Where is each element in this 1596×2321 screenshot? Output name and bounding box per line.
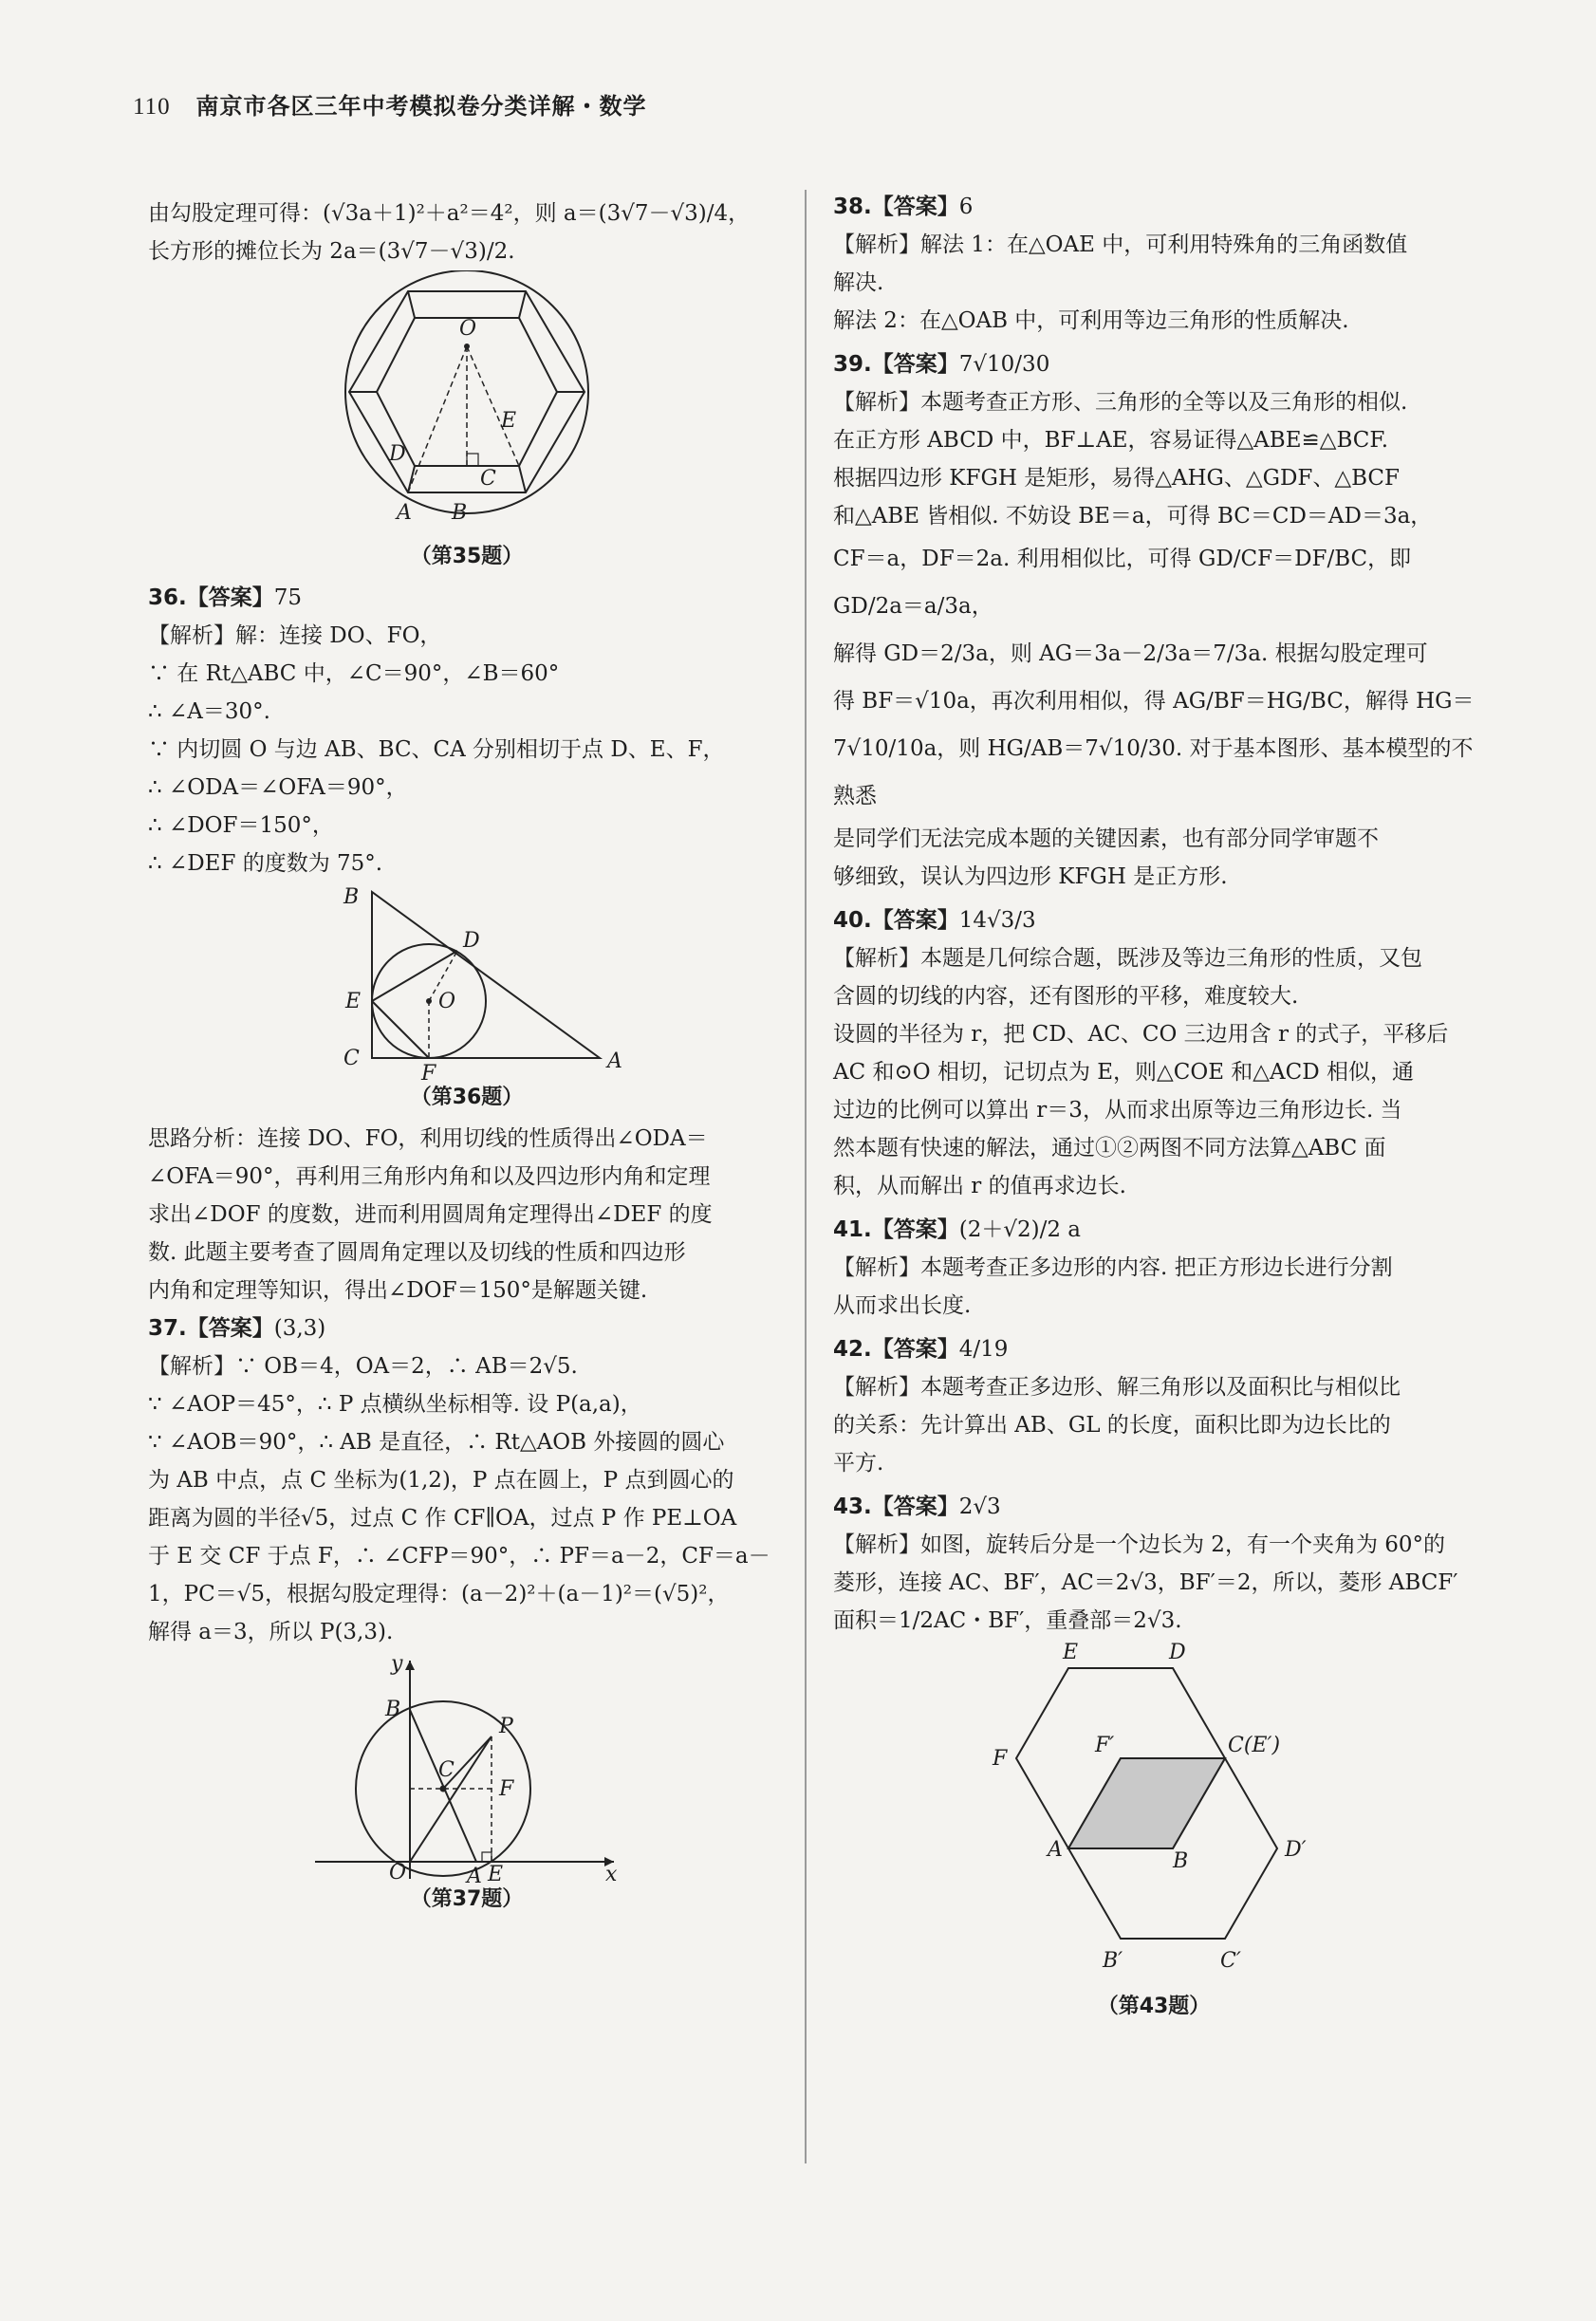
fig35-label-D: D <box>389 442 406 466</box>
fig37-label-B: B <box>385 1698 401 1721</box>
figure-36-caption: （第36题） <box>410 1086 524 1109</box>
fig37-label-A: A <box>467 1865 482 1884</box>
q39-head: 39.【答案】 <box>833 352 959 377</box>
fig37-label-y: y <box>391 1652 403 1676</box>
fig36-label-F: F <box>421 1062 436 1082</box>
analysis36-line: 求出∠DOF 的度数，进而利用圆周角定理得出∠DEF 的度 <box>148 1202 713 1227</box>
q39-line: 够细致，误认为四边形 KFGH 是正方形. <box>833 864 1228 889</box>
q42-line: 平方. <box>833 1451 884 1476</box>
q40-line: 含圆的切线的内容，还有图形的平移，难度较大. <box>833 984 1299 1009</box>
q43-line: 面积＝1/2AC・BF′，重叠部＝2√3. <box>833 1608 1182 1633</box>
q40-line: 过边的比例可以算出 r＝3，从而求出原等边三角形边长. 当 <box>833 1098 1402 1123</box>
q37-line: 距离为圆的半径√5，过点 C 作 CF∥OA，过点 P 作 PE⊥OA <box>148 1506 737 1531</box>
right-column <box>833 188 1475 2023</box>
q43-answer: 2√3 <box>958 1495 1001 1519</box>
fig43-label-E: E <box>1063 1641 1079 1664</box>
fig36-label-B: B <box>343 885 360 909</box>
figure-36 <box>277 882 657 1082</box>
q40-line: AC 和⊙O 相切，记切点为 E，则△COE 和△ACD 相似，通 <box>833 1060 1414 1085</box>
q39-line: 在正方形 ABCD 中，BF⊥AE，容易证得△ABE≌△BCF. <box>833 428 1389 453</box>
q40-line: 【解析】本题是几何综合题，既涉及等边三角形的性质，又包 <box>833 946 1422 971</box>
intro-line-1: 由勾股定理可得：(√3a＋1)²＋a²＝4²，则 a＝(3√7－√3)/4， <box>148 201 751 226</box>
page-number: 110 <box>133 94 171 120</box>
q37-line: 于 E 交 CF 于点 F，∴ ∠CFP＝90°，∴ PF＝a－2，CF＝a－ <box>148 1544 770 1569</box>
q40-line: 设圆的半径为 r，把 CD、AC、CO 三边用含 r 的式子，平移后 <box>833 1022 1449 1047</box>
q37-line: 【解析】∵ OB＝4，OA＝2，∴ AB＝2√5. <box>148 1354 578 1379</box>
q36-line: 【解析】解：连接 DO、FO， <box>148 623 442 648</box>
figure-43-caption: （第43题） <box>1097 1995 1211 2018</box>
q39-answer: 7√10/30 <box>958 352 1050 377</box>
figure-37-caption: （第37题） <box>410 1887 524 1911</box>
fig35-label-A: A <box>397 501 412 525</box>
figure-37 <box>306 1651 628 1884</box>
fig37-label-F: F <box>499 1777 514 1801</box>
analysis36-line: 思路分析：连接 DO、FO，利用切线的性质得出∠ODA＝ <box>148 1126 708 1151</box>
fig37-label-O: O <box>389 1861 407 1884</box>
analysis36-line: 数. 此题主要考查了圆周角定理以及切线的性质和四边形 <box>148 1240 686 1265</box>
q41-answer: (2＋√2)/2 a <box>958 1217 1082 1242</box>
fig35-label-B: B <box>452 501 468 525</box>
figure-35 <box>325 270 609 541</box>
q42-line: 【解析】本题考查正多边形、解三角形以及面积比与相似比 <box>833 1375 1401 1400</box>
fig43-label-Cprime: C′ <box>1220 1949 1241 1973</box>
q42-answer: 4/19 <box>958 1337 1009 1362</box>
fig37-label-P: P <box>499 1715 513 1738</box>
q40-head: 40.【答案】 <box>833 908 959 933</box>
q41-line: 从而求出长度. <box>833 1293 972 1318</box>
q38-head: 38.【答案】 <box>833 195 959 219</box>
q36-line: ∵ 在 Rt△ABC 中，∠C＝90°，∠B＝60° <box>148 661 560 686</box>
fig36-label-A: A <box>607 1049 622 1073</box>
book-title: 南京市各区三年中考模拟卷分类详解・数学 <box>195 93 647 120</box>
q36-answer: 75 <box>273 585 303 610</box>
q41-head: 41.【答案】 <box>833 1217 959 1242</box>
q39-line: CF＝a，DF＝2a. 利用相似比，可得 GD/CF＝DF/BC，即 GD/2a＝a/3a， <box>833 547 1412 619</box>
fig43-label-B: B <box>1173 1849 1189 1873</box>
fig43-label-Fprime: F′ <box>1095 1734 1115 1757</box>
q43-head: 43.【答案】 <box>833 1495 959 1519</box>
q37-line: ∵ ∠AOP＝45°，∴ P 点横纵坐标相等. 设 P(a,a)， <box>148 1392 642 1417</box>
fig43-label-D: D <box>1169 1641 1186 1664</box>
q36-head: 36.【答案】 <box>148 585 274 610</box>
fig35-label-O: O <box>459 317 477 341</box>
q40-answer: 14√3/3 <box>958 908 1036 933</box>
q43-line: 菱形，连接 AC、BF′，AC＝2√3，BF′＝2，所以，菱形 ABCF′ <box>833 1570 1458 1595</box>
fig35-label-E: E <box>501 409 517 433</box>
fig43-label-CEprime: C(E′) <box>1228 1734 1281 1757</box>
q39-line: 和△ABE 皆相似. 不妨设 BE＝a，可得 BC＝CD＝AD＝3a， <box>833 504 1433 529</box>
q36-line: ∴ ∠DEF 的度数为 75°. <box>148 851 383 876</box>
fig43-label-Bprime: B′ <box>1103 1949 1123 1973</box>
figure-43 <box>983 1640 1325 1991</box>
q37-line: 1，PC＝√5，根据勾股定理得：(a－2)²＋(a－1)²＝(√5)²， <box>148 1582 730 1606</box>
fig37-label-C: C <box>438 1758 455 1782</box>
fig36-label-D: D <box>463 929 480 953</box>
q38-line: 解法 2：在△OAB 中，可利用等边三角形的性质解决. <box>833 308 1349 333</box>
q37-line: 为 AB 中点，点 C 坐标为(1,2)，P 点在圆上，P 点到圆心的 <box>148 1468 734 1493</box>
fig36-label-C: C <box>343 1047 360 1070</box>
fig37-label-x: x <box>605 1863 618 1884</box>
q42-line: 的关系：先计算出 AB、GL 的长度，面积比即为边长比的 <box>833 1413 1391 1438</box>
q38-line: 解决. <box>833 270 884 295</box>
q38-answer: 6 <box>958 195 974 219</box>
q39-line: 得 BF＝√10a，再次利用相似，得 AG/BF＝HG/BC，解得 HG＝ <box>833 689 1475 714</box>
q37-head: 37.【答案】 <box>148 1316 274 1341</box>
q39-line: 【解析】本题考查正方形、三角形的全等以及三角形的相似. <box>833 390 1408 415</box>
q41-line: 【解析】本题考查正多边形的内容. 把正方形边长进行分割 <box>833 1255 1393 1280</box>
q36-line: ∴ ∠A＝30°. <box>148 699 270 724</box>
q37-line: 解得 a＝3，所以 P(3,3). <box>148 1620 394 1644</box>
q39-line: 7√10/10a，则 HG/AB＝7√10/30. 对于基本图形、基本模型的不熟悉 <box>833 736 1474 808</box>
q37-answer: (3,3) <box>273 1316 326 1341</box>
analysis36-line: 内角和定理等知识，得出∠DOF＝150°是解题关键. <box>148 1278 648 1303</box>
left-column <box>148 195 786 1916</box>
fig43-label-A: A <box>1048 1838 1063 1862</box>
q39-line: 根据四边形 KFGH 是矩形，易得△AHG、△GDF、△BCF <box>833 466 1400 491</box>
q36-line: ∴ ∠DOF＝150°， <box>148 813 334 838</box>
q38-line: 【解析】解法 1：在△OAE 中，可利用特殊角的三角函数值 <box>833 232 1408 257</box>
fig36-label-O: O <box>438 990 456 1013</box>
q37-line: ∵ ∠AOB＝90°，∴ AB 是直径，∴ Rt△AOB 外接圆的圆心 <box>148 1430 725 1455</box>
fig43-label-F: F <box>993 1747 1008 1771</box>
figure-35-caption: （第35题） <box>410 545 524 568</box>
q42-head: 42.【答案】 <box>833 1337 959 1362</box>
q36-line: ∵ 内切圆 O 与边 AB、BC、CA 分别相切于点 D、E、F， <box>148 737 725 762</box>
page-header <box>133 87 647 121</box>
fig43-label-Dprime: D′ <box>1285 1838 1307 1862</box>
q36-line: ∴ ∠ODA＝∠OFA＝90°， <box>148 775 408 800</box>
q40-line: 然本题有快速的解法，通过①②两图不同方法算△ABC 面 <box>833 1136 1386 1160</box>
fig35-label-C: C <box>480 467 496 491</box>
fig37-label-E: E <box>488 1863 504 1884</box>
column-divider <box>805 190 807 2163</box>
analysis36-line: ∠OFA＝90°，再利用三角形内角和以及四边形内角和定理 <box>148 1164 711 1189</box>
q39-line: 解得 GD＝2/3a，则 AG＝3a－2/3a＝7/3a. 根据勾股定理可 <box>833 641 1428 666</box>
fig36-label-E: E <box>345 990 362 1013</box>
q43-line: 【解析】如图，旋转后分是一个边长为 2，有一个夹角为 60°的 <box>833 1532 1446 1557</box>
q39-line: 是同学们无法完成本题的关键因素，也有部分同学审题不 <box>833 826 1379 851</box>
q40-line: 积，从而解出 r 的值再求边长. <box>833 1174 1126 1198</box>
intro-line-2: 长方形的摊位长为 2a＝(3√7－√3)/2. <box>148 239 515 264</box>
